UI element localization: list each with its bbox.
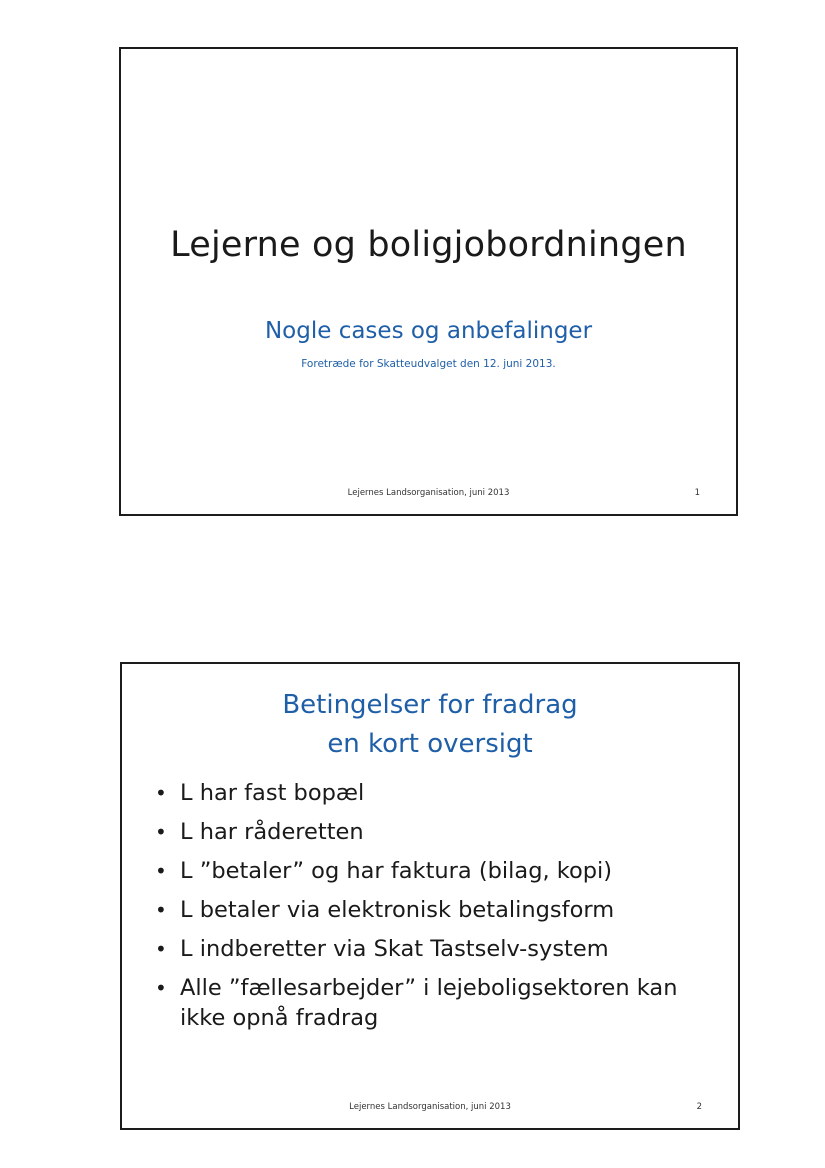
slide-title — [122, 686, 738, 764]
bullet-item — [152, 852, 722, 891]
slide-subtitle: Nogle cases og anbefalinger — [264, 318, 593, 344]
slide-title: Lejerne og boligjobordningen — [170, 225, 687, 265]
bullet-icon: • — [155, 820, 167, 844]
bullet-text: L har fast bopæl — [180, 780, 365, 806]
slide-footer: Lejernes Landsorganisation, juni 2013 — [349, 1102, 511, 1112]
slide-footer: Lejernes Landsorganisation, juni 2013 — [347, 488, 510, 498]
bullet-icon: • — [155, 781, 167, 805]
bullet-item — [152, 891, 722, 930]
bullet-text: L har råderetten — [180, 819, 364, 845]
slide-title-line-2: en kort oversigt — [327, 729, 533, 759]
bullet-text: L indberetter via Skat Tastselv-system — [180, 936, 609, 962]
bullet-icon: • — [155, 898, 167, 922]
bullet-item — [152, 813, 722, 852]
bullet-icon: • — [155, 937, 167, 961]
bullet-list — [152, 774, 722, 1038]
bullet-item — [152, 969, 722, 1038]
slide-title-line-1: Betingelser for fradrag — [282, 690, 578, 720]
bullet-icon: • — [155, 976, 167, 1000]
bullet-item — [152, 930, 722, 969]
bullet-text: L betaler via elektronisk betalingsform — [180, 897, 615, 923]
page-number: 2 — [696, 1102, 702, 1112]
slide-2 — [120, 662, 740, 1130]
bullet-item — [152, 774, 722, 813]
bullet-icon: • — [155, 859, 167, 883]
slide-1 — [119, 47, 738, 516]
slide-subline: Foretræde for Skatteudvalget den 12. juni 2013. — [301, 358, 556, 370]
bullet-text: Alle ”fællesarbejder” i lejeboligsektoren kan ikke opnå fradrag — [180, 975, 678, 1031]
page-number: 1 — [694, 488, 700, 498]
bullet-text: L ”betaler” og har faktura (bilag, kopi) — [180, 858, 613, 884]
